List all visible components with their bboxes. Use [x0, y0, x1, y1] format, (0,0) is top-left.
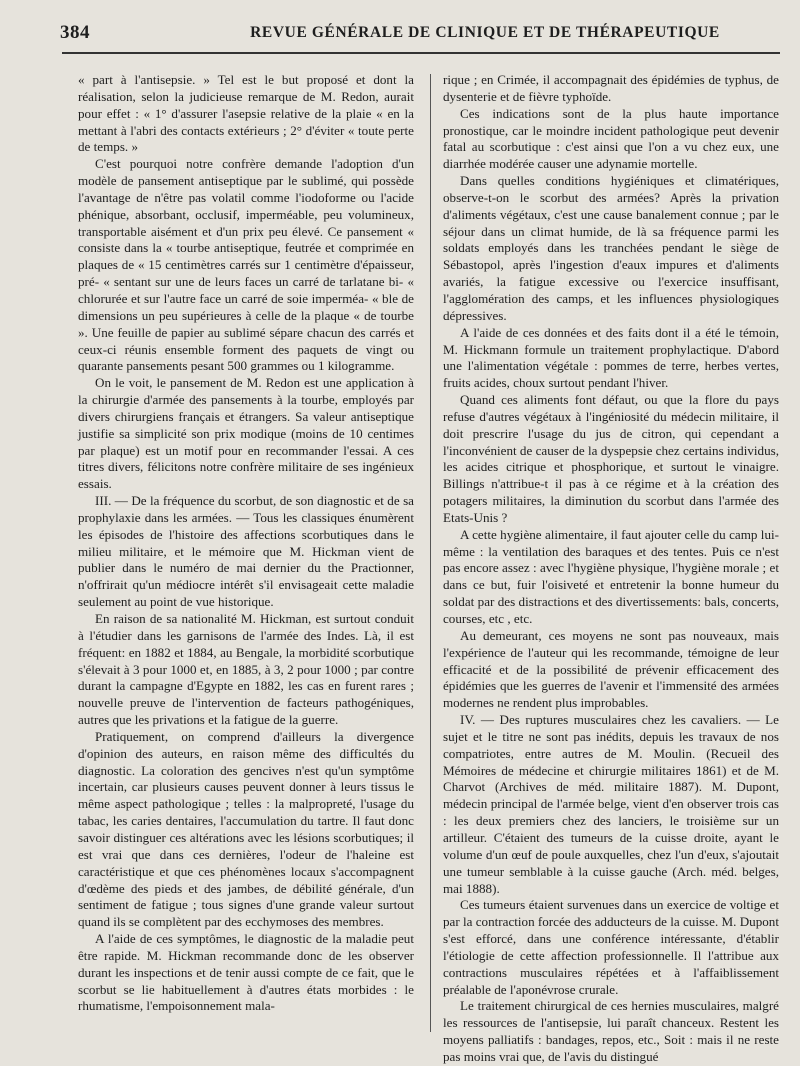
paragraph: Pratiquement, on comprend d'ailleurs la divergence d'opinion des auteurs, en raison même des difficultés du diagnostic. La coloration des gencives n'est qu'un symptôme incertain, car plusieurs causes peuvent donner à leurs tissus le même aspect pathologique ; telles : la malpropreté, l'usage du tabac, les caries dentaires, l'accumulation du tartre. Il faut donc savoir distinguer ces altérations avec les lésions scorbutiques; il est vrai que dans ces dernières, l'odeur de l'haleine est caractéristique et que ces phénomènes locaux s'accompagnent d'œdème des pieds et des jambes, de débilité générale, d'un sentiment de fatigue ; tous signes d'une grande valeur surtout quand ils se complètent par des ecchymoses des membres.	[78, 728, 414, 930]
paragraph: On le voit, le pansement de M. Redon est une application à la chirurgie d'armée des pansements à la tourbe, employés par divers chirurgiens français et étrangers. Sa valeur antiseptique justifie sa simplicité son prix modique (moins de 10 centimes par plaque) est un motif pour en recommander l'essai. A ces titres divers, félicitons notre confrère militaire de ses ingénieux essais.	[78, 375, 414, 492]
paragraph: « part à l'antisepsie. » Tel est le but proposé et dont la réalisation, selon la judicieuse remarque de M. Redon, aurait pour effet : « 1° d'assurer l'asepsie relative de la plaie « en la mettant à l'abri des contacts extérieurs ; 2° d'éviter « toute perte de temps. »	[78, 72, 414, 155]
paragraph: Quand ces aliments font défaut, ou que la flore du pays refuse d'autres végétaux à l'ingéniosité du médecin militaire, il doit prescrire l'usage du jus de citron, qui cependant a l'inconvénient de causer de la dyspepsie chez certains individus, les acides citrique et phosphorique, et surtout le vinaigre. Billings n'attribue-t il pas à ce régime et à la création des potagers militaires, la diminution du scorbut dans l'armée des Etats-Unis ?	[443, 392, 779, 525]
paragraph: A l'aide de ces symptômes, le diagnostic de la maladie peut être rapide. M. Hickman recommande donc de les observer durant les inspections et de tenir aussi compte de ce fait, que le scorbut se lie habituellement à d'autres états morbides : le rhumatisme, l'empoisonnement mala-	[78, 931, 414, 1014]
paragraph: Au demeurant, ces moyens ne sont pas nouveaux, mais l'expérience de l'auteur qui les recommande, témoigne de leur efficacité et de la possibilité de prévenir efficacement des épidémies que les guerres de l'avenir et l'immensité des armées modernes ne rendent plus improbables.	[443, 627, 779, 711]
left-column	[78, 72, 414, 1015]
header-rule	[62, 52, 780, 54]
page-header	[60, 22, 780, 46]
paragraph: Dans quelles conditions hygiéniques et climatériques, observe-t-on le scorbut des armées? Après la privation d'aliments végétaux, c'est une cause banalement connue ; par le séjour dans un climat humide, de là sa fréquence parmi les soldats employés dans les tranchées pendant le siège de Sébastopol, après l'ingestion d'eaux impures et d'aliments avariés, la fatigue excessive ou l'exercice insuffisant, l'agglomération des camps, et les influences physiologiques dépressives.	[443, 173, 779, 323]
running-title: REVUE GÉNÉRALE DE CLINIQUE ET DE THÉRAPEUTIQUE	[250, 24, 720, 41]
section-heading-paragraph: III. — De la fréquence du scorbut, de son diagnostic et de sa prophylaxie dans les armées. — Tous les classiques énumèrent les épisodes de l'histoire des affections scorbutiques dans le milieu militaire, et le mémoire que M. Hickman vient de publier dans le numéro de mai dernier du the Practionner, n'offrirait qu'un médiocre intérêt s'il envisageait cette maladie seulement au point de vue historique.	[78, 493, 414, 610]
paragraph: Le traitement chirurgical de ces hernies musculaires, malgré les ressources de l'antisepsie, lui paraît chanceux. Restent les moyens palliatifs : bandages, repos, etc., Soit : mais il ne reste pas moins vrai que, de l'avis du distingué	[443, 998, 779, 1064]
section-heading-paragraph: IV. — Des ruptures musculaires chez les cavaliers. — Le sujet et le titre ne sont pas inédits, depuis les travaux de nos compatriotes, entre autres de M. Moulin. (Recueil des Mémoires de médecine et chirurgie militaires 1861) et de M. Charvot (Archives de méd. militaire 1887). M. Dupont, médecin principal de l'armée belge, vient d'en observer trois cas : les deux premiers chez des lanciers, le troisième sur un artilleur. C'étaient des tumeurs de la cuisse droite, ayant le volume d'un œuf de poule auxquelles, chez l'un d'eux, s'ajoutait une tumeur semblable à la cuisse gauche (Arch. méd. belges, mai 1888).	[443, 712, 779, 896]
page-number: 384	[60, 22, 90, 43]
paragraph: En raison de sa nationalité M. Hickman, est surtout conduit à l'étudier dans les garnisons de l'armée des Indes. Là, il est fréquent: en 1882 et 1884, au Bengale, la morbidité scorbutique s'élevait à 3 pour 1000 et, en 1885, à 3, 2 pour 1000 ; par contre durant la campagne d'Egypte en 1882, les cas en furent rares ; nouvelle preuve de l'intervention de facteurs pathogéniques, autres que les privations et la fatigue de la guerre.	[78, 611, 414, 728]
paragraph: A cette hygiène alimentaire, il faut ajouter celle du camp lui-même : la ventilation des baraques et des tentes. Puis ce n'est pas encore assez : avec l'hygiène physique, l'hygiène morale ; et dans ce but, fuir l'oisiveté et entretenir la bonne humeur du soldat par des distractions et des divertissements: bals, concerts, courses, etc , etc.	[443, 526, 779, 626]
paragraph: Ces tumeurs étaient survenues dans un exercice de voltige et par la contraction forcée des adducteurs de la cuisse. M. Dupont s'est efforcé, dans une conférence intéressante, d'établir l'étiologie de cette affection professionnelle. Il l'attribue aux contractions musculaires répétées et à l'affaiblissement préalable de l'aponévrose crurale.	[443, 897, 779, 997]
paragraph: A l'aide de ces données et des faits dont il a été le témoin, M. Hickmann formule un traitement prophylactique. D'abord une l'alimentation végétale : pommes de terre, herbes vertes, fruits acides, choux surtout pendant l'hiver.	[443, 324, 779, 391]
paragraph: rique ; en Crimée, il accompagnait des épidémies de typhus, de dysenterie et de fièvre typhoïde.	[443, 72, 779, 104]
paragraph: C'est pourquoi notre confrère demande l'adoption d'un modèle de pansement antiseptique par le sublimé, qui possède l'avantage de n'être pas volatil comme l'iodoforme ou l'acide phénique, absorbant, occlusif, imperméable, peu volumineux, transportable aisément et d'un prix peu élevé. Ce pansement « consiste dans la « tourbe antiseptique, feutrée et comprimée en plaques de « 15 centimètres carrés sur 1 centimètre d'épaisseur, pré- « sentant sur une de leurs faces un carré de tarlatane bi- « chlorurée et sur l'autre face un carré de soie imperméa- « ble de dimensions un peu supérieures à celle de la plaque « de tourbe ». Une feuille de papier au sublimé sépare chacun des carrés et ceux-ci réunis ensemble forment des paquets de vingt ou quarante pansements pesant 500 grammes ou 1 kilogramme.	[78, 156, 414, 374]
paragraph: Ces indications sont de la plus haute importance pronostique, car le moindre incident pathologique peut devenir fatal au scorbutique : c'est ainsi que l'on a vu chez eux, une diarrhée modérée causer une adynamie mortelle.	[443, 105, 779, 172]
right-column	[443, 72, 779, 1066]
column-divider	[430, 74, 431, 1032]
